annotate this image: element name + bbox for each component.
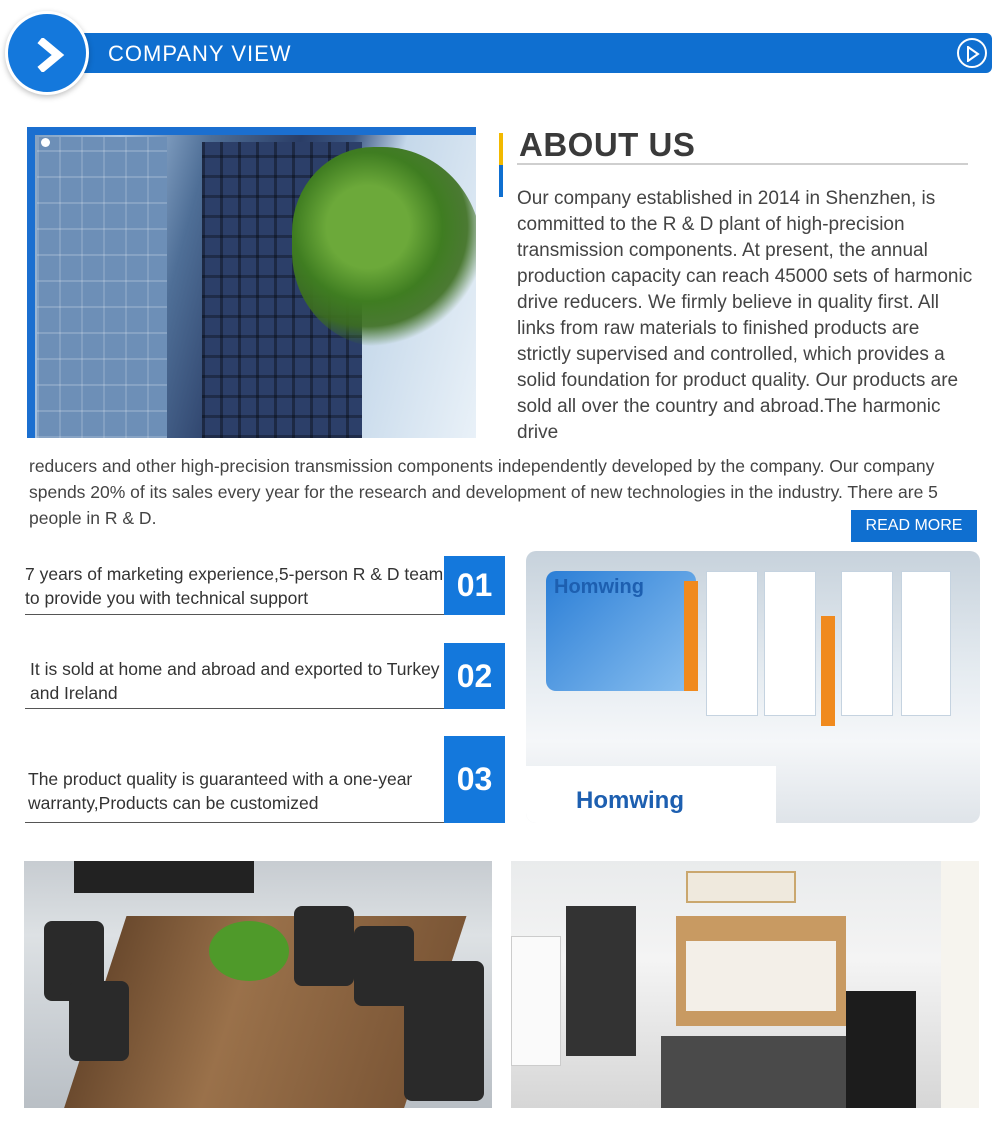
meeting-chair	[294, 906, 354, 986]
about-paragraph-right: Our company established in 2014 in Shenzhen, is committed to the R & D plant of high-precision transmission components. At present, the annual production capacity can reach 45000 sets of harmonic drive reducers. We firmly believe in quality first. All links from raw materials to finished products are strictly supervised and controlled, which provides a solid foundation for product quality. Our products are sold all over the country and abroad.The harmonic drive	[517, 188, 973, 443]
meeting-chair	[69, 981, 129, 1061]
office-shelf-inner	[686, 941, 836, 1011]
meeting-room-photo	[24, 861, 492, 1108]
office-photo	[511, 861, 979, 1108]
showroom-logo-top: Homwing	[554, 576, 644, 598]
play-circle-icon[interactable]	[957, 38, 987, 68]
showroom-banner-orange-2	[821, 616, 835, 726]
feature-number-03: 03	[444, 736, 505, 823]
photo-dot	[41, 138, 50, 147]
showroom-panel-1	[706, 571, 758, 716]
feature-divider-03	[25, 822, 445, 823]
feature-divider-01	[25, 614, 445, 615]
banner-title: COMPANY VIEW	[108, 41, 292, 66]
showroom-panel-3	[841, 571, 893, 716]
showroom-panel-2	[764, 571, 816, 716]
office-calligraphy-scroll	[941, 861, 979, 1108]
office-wine-cabinet	[846, 991, 916, 1108]
feature-text-02: It is sold at home and abroad and exported to Turkey and Ireland	[30, 659, 440, 703]
meeting-screen	[74, 861, 254, 893]
chevron-right-icon	[5, 11, 89, 95]
about-paragraph-full: reducers and other high-precision transmission components independently developed by the company. Our company spends 20% of its sales every year for the research and development of new technologies in the industry. There are 5 people in R & D.	[29, 456, 938, 528]
photo-frame-top	[27, 127, 476, 135]
feature-text-03: The product quality is guaranteed with a one-year warranty,Products can be customized	[28, 769, 413, 813]
office-desk	[661, 1036, 861, 1108]
meeting-chair	[404, 961, 484, 1101]
showroom-photo	[526, 551, 980, 823]
showroom-panel-4	[901, 571, 951, 716]
about-divider	[517, 163, 968, 165]
about-accent-bar-blue	[499, 165, 503, 197]
showroom-banner-orange	[684, 581, 698, 691]
building-photo	[27, 127, 476, 438]
office-cabinet	[566, 906, 636, 1056]
photo-frame-left	[27, 127, 35, 438]
feature-number-02: 02	[444, 643, 505, 709]
read-more-button[interactable]: READ MORE	[851, 510, 977, 542]
feature-divider-02	[25, 708, 445, 709]
about-title: ABOUT US	[519, 126, 696, 163]
tree-foliage	[292, 147, 476, 347]
office-painting	[686, 871, 796, 903]
feature-text-01: 7 years of marketing experience,5-person R & D team to provide you with technical support	[25, 564, 444, 608]
header-banner	[78, 33, 992, 73]
feature-number-01: 01	[444, 556, 505, 615]
glass-facade	[37, 137, 167, 438]
showroom-logo-bottom: Homwing	[576, 787, 684, 814]
meeting-plant	[209, 921, 289, 981]
office-whiteboard	[511, 936, 561, 1066]
